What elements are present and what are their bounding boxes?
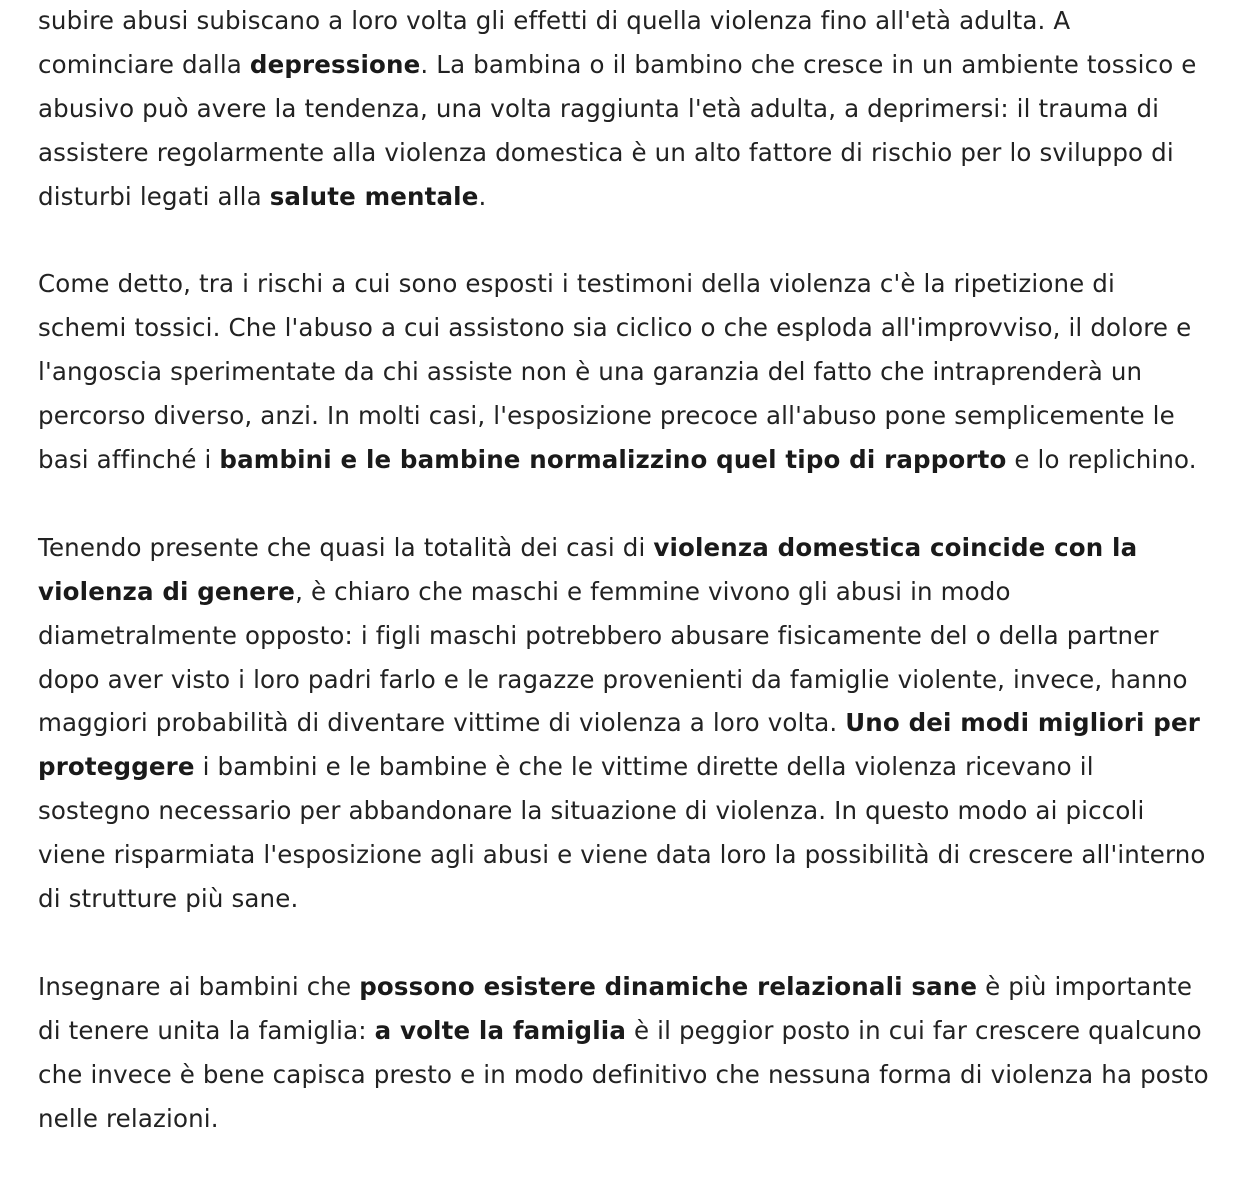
bold-term-proteggere: Uno dei modi migliori per proteggere [38, 708, 1200, 782]
paragraph-toxic-patterns [38, 262, 1210, 482]
paragraph-healthy-relationships [38, 965, 1210, 1141]
bold-term-salute-mentale: salute mentale [269, 181, 479, 211]
paragraph-depression [38, 0, 1210, 219]
text-segment: è più importante di tenere unita la famiglia: [38, 971, 1193, 1045]
bold-term-a-volte-la-famiglia: a volte la famiglia [374, 1015, 627, 1045]
article-body [38, 0, 1210, 1141]
text-segment: . La bambina o il bambino che cresce in un ambiente tossico e abusivo può avere la tendenza, una volta raggiunta l'età adulta, a deprimersi: il trauma di assistere regolarmente alla violenza domestica è un alto fattore di rischio per lo sviluppo di disturbi legati alla [38, 49, 1197, 211]
text-segment: , è chiaro che maschi e femmine vivono gli abusi in modo diametralmente opposto: i figli maschi potrebbero abusare fisicamente del o della partner dopo aver visto i loro padri farlo e le ragazze provenienti da famiglie violente, invece, hanno maggiori probabilità di diventare vittime di violenza a loro volta. [38, 576, 1188, 738]
bold-term-normalizzino: bambini e le bambine normalizzino quel tipo di rapporto [219, 445, 1007, 475]
bold-term-violenza-di-genere: violenza domestica coincide con la violenza di genere [38, 532, 1138, 606]
text-segment: Insegnare ai bambini che [38, 971, 360, 1001]
text-segment: . [478, 181, 487, 211]
text-segment: i bambini e le bambine è che le vittime dirette della violenza ricevano il sostegno necessario per abbandonare la situazione di violenza. In questo modo ai piccoli viene risparmiata l'esposizione agli abusi e viene data loro la possibilità di crescere all'interno di strutture più sane. [38, 752, 1206, 914]
text-segment: Come detto, tra i rischi a cui sono esposti i testimoni della violenza c'è la ripetizione di schemi tossici. Che l'abuso a cui assistono sia ciclico o che esploda all'improvviso, il dolore e l'angoscia sperimentate da chi assiste non è una garanzia del fatto che intraprenderà un percorso diverso, anzi. In molti casi, l'esposizione precoce all'abuso pone semplicemente le basi affinché i [38, 269, 1192, 475]
text-segment: è il peggior posto in cui far crescere qualcuno che invece è bene capisca presto e in modo definitivo che nessuna forma di violenza ha posto nelle relazioni. [38, 1015, 1209, 1133]
text-segment: subire abusi subiscano a loro volta gli effetti di quella violenza fino all'età adulta. A cominciare dalla [38, 6, 1071, 79]
bold-term-dinamiche-sane: possono esistere dinamiche relazionali sane [359, 971, 978, 1001]
text-segment: e lo replichino. [1006, 445, 1197, 475]
text-segment: Tenendo presente che quasi la totalità dei casi di [38, 532, 654, 562]
bold-term-depressione: depressione [249, 49, 421, 79]
paragraph-gender-violence [38, 526, 1210, 921]
